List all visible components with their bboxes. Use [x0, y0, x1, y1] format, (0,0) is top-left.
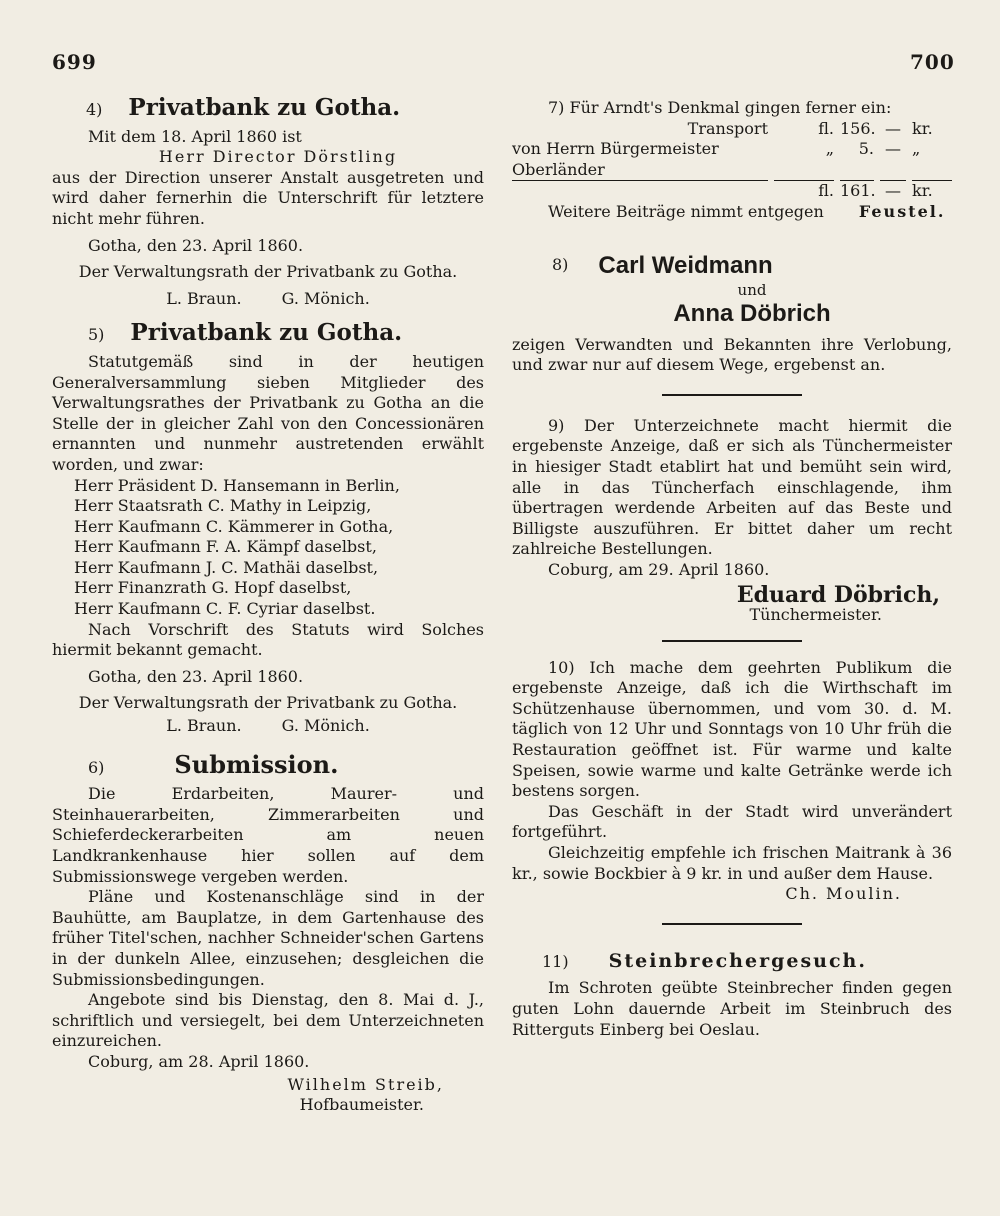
list-item: Herr Kaufmann F. A. Kämpf daselbst,: [74, 537, 377, 557]
ad-text: Weitere Beiträge nimmt entgegen: [548, 201, 824, 221]
ad-text: Das Geschäft in der Stadt wird unverändert fortgeführt.: [512, 801, 952, 842]
ad-text: [512, 202, 952, 223]
signature: G. Mönich.: [281, 716, 370, 736]
transport-fl: fl.: [818, 118, 834, 138]
ad-9: [512, 416, 952, 626]
ad-11: [512, 951, 952, 1040]
member-list: [52, 476, 484, 620]
donor-dash: —: [880, 139, 906, 181]
ad-board: Der Verwaltungsrath der Privatbank zu Gotha.: [78, 693, 458, 713]
signature-title: Hofbaumeister.: [299, 1095, 424, 1115]
ad-text: aus der Direction unserer Anstalt ausgetreten und wird daher fernerhin die Unterschrift für letztere nicht mehr führen.: [52, 167, 484, 228]
ad-place-date: Gotha, den 23. April 1860.: [88, 235, 304, 255]
signature: Wilhelm Streib,: [287, 1074, 444, 1094]
ad-5: [52, 319, 484, 736]
signature-title: Tünchermeister.: [749, 605, 882, 625]
ad-8: [512, 251, 952, 376]
ad-text: Nach Vorschrift des Statuts wird Solches hiermit bekannt gemacht.: [52, 619, 484, 660]
ad-place-date: Gotha, den 23. April 1860.: [88, 666, 304, 686]
list-item: Herr Kaufmann J. C. Mathäi daselbst,: [74, 557, 379, 577]
page-number-right: 700: [910, 50, 955, 74]
left-column: [52, 94, 484, 1126]
donor-ditto: „: [912, 139, 952, 181]
ad-text: Gleichzeitig empfehle ich frischen Maitrank à 36 kr., sowie Bockbier à 9 kr. in und außer dem Hause.: [512, 843, 952, 883]
transport-label: Transport: [687, 118, 768, 138]
ad-person: Herr Director Dörstling: [158, 147, 398, 167]
ad-7: [512, 98, 952, 223]
ad-number: 5): [88, 325, 105, 345]
ad-text: Angebote sind bis Dienstag, den 8. Mai d. J., schriftlich und versiegelt, bei dem Unterzeichneten einzureichen.: [52, 990, 484, 1051]
donor-label: von Herrn Bürgermeister Oberländer: [512, 139, 768, 181]
list-item: Herr Staatsrath C. Mathy in Leipzig,: [74, 496, 372, 516]
signature: Eduard Döbrich,: [736, 581, 940, 608]
donor-amount: 5.: [840, 139, 874, 181]
page-number-left: 699: [52, 50, 97, 74]
ad-text: Die Erdarbeiten, Maurer- und Steinhauerarbeiten, Zimmerarbeiten und Schieferdeckerarbeiten am neuen Landkrankenhause hier sollen auf dem Submissionswege vergeben werden.: [52, 784, 484, 886]
ad-number: 6): [88, 757, 105, 777]
transport-table: [512, 119, 952, 202]
transport-kr: kr.: [912, 118, 933, 138]
signature: G. Mönich.: [281, 288, 370, 308]
ad-number: 11): [542, 951, 569, 971]
ad-text: Mit dem 18. April 1860 ist: [88, 126, 302, 146]
list-item: Herr Finanzrath G. Hopf daselbst,: [74, 578, 352, 598]
ad-text: Statutgemäß sind in der heutigen Generalversammlung sieben Mitglieder des Verwaltungsrathes der Privatbank zu Gotha an die Stelle der in gleicher Zahl von den Concessionären ernannten und nunmehr austretenden erwählt worden, und zwar:: [52, 351, 484, 474]
ad-title: Steinbrechergesuch.: [608, 949, 867, 972]
ad-text: zeigen Verwandten und Bekannten ihre Verlobung, und zwar nur auf diesem Wege, ergebenst an.: [512, 334, 952, 375]
list-item: Herr Kaufmann C. Kämmerer in Gotha,: [74, 516, 394, 536]
total-dash: —: [885, 181, 901, 201]
signature: Ch. Moulin.: [785, 884, 902, 904]
list-item: Herr Kaufmann C. F. Cyriar daselbst.: [74, 599, 376, 619]
transport-amount: 156.: [840, 118, 876, 138]
ad-text: Im Schroten geübte Steinbrecher finden gegen guten Lohn dauernde Arbeit im Steinbruch des Ritterguts Einberg bei Oeslau.: [512, 978, 952, 1039]
ad-text: 10) Ich mache dem geehrten Publikum die ergebenste Anzeige, daß ich die Wirthschaft im Schützenhause übernommen, und vom 30. d. M. täglich von 12 Uhr und Sonntags von 10 Uhr früh die Restauration geöffnet ist. Für warme und kalte Speisen, sowie warme und kalte Getränke werde ich bestens sorgen.: [512, 657, 952, 801]
ad-text: und: [737, 280, 767, 299]
ad-6: [52, 749, 484, 1116]
ad-text: 7) Für Arndt's Denkmal gingen ferner ein:: [548, 98, 892, 117]
ad-place-date: Coburg, am 29. April 1860.: [548, 559, 770, 579]
bride-name: Anna Döbrich: [673, 299, 831, 327]
ad-10: [512, 658, 952, 905]
divider: [662, 923, 802, 925]
groom-name: Carl Weidmann: [598, 251, 773, 279]
signature: L. Braun.: [166, 716, 242, 736]
divider: [662, 394, 802, 396]
total-kr: kr.: [912, 181, 933, 201]
transport-dash: —: [885, 118, 901, 138]
ad-text: 9) Der Unterzeichnete macht hiermit die ergebenste Anzeige, daß er sich als Tünchermeister in hiesiger Stadt etablirt hat und bemüht sein wird, alle in das Tüncherfach einschlagende, ihm übertragen werdende Arbeiten auf das Beste und Billigste auszuführen. Er bittet daher um recht zahlreiche Bestellungen.: [512, 415, 952, 559]
total-fl: fl.: [818, 181, 834, 201]
ad-text: Pläne und Kostenanschläge sind in der Bauhütte, am Bauplatze, in dem Gartenhause des früher Titel'schen, nachher Schneider'schen Gartens in der dunkeln Allee, einzusehen; desgleichen die Submissionsbedingungen.: [52, 887, 484, 989]
divider: [662, 640, 802, 642]
ad-title: Privatbank zu Gotha.: [128, 94, 401, 121]
ad-title: Submission.: [174, 749, 339, 779]
ad-number: 4): [86, 100, 103, 119]
signature: Feustel.: [858, 201, 946, 221]
ad-number: 8): [552, 255, 569, 275]
ad-title: Privatbank zu Gotha.: [130, 319, 403, 347]
signature: L. Braun.: [166, 288, 242, 308]
ad-place-date: Coburg, am 28. April 1860.: [88, 1051, 310, 1071]
list-item: Herr Präsident D. Hansemann in Berlin,: [74, 475, 400, 495]
donor-ditto: „: [774, 139, 834, 181]
ad-4: [52, 94, 484, 309]
right-column: [512, 98, 952, 1050]
total-amount: 161.: [840, 181, 876, 201]
ad-board: Der Verwaltungsrath der Privatbank zu Gotha.: [78, 262, 458, 282]
